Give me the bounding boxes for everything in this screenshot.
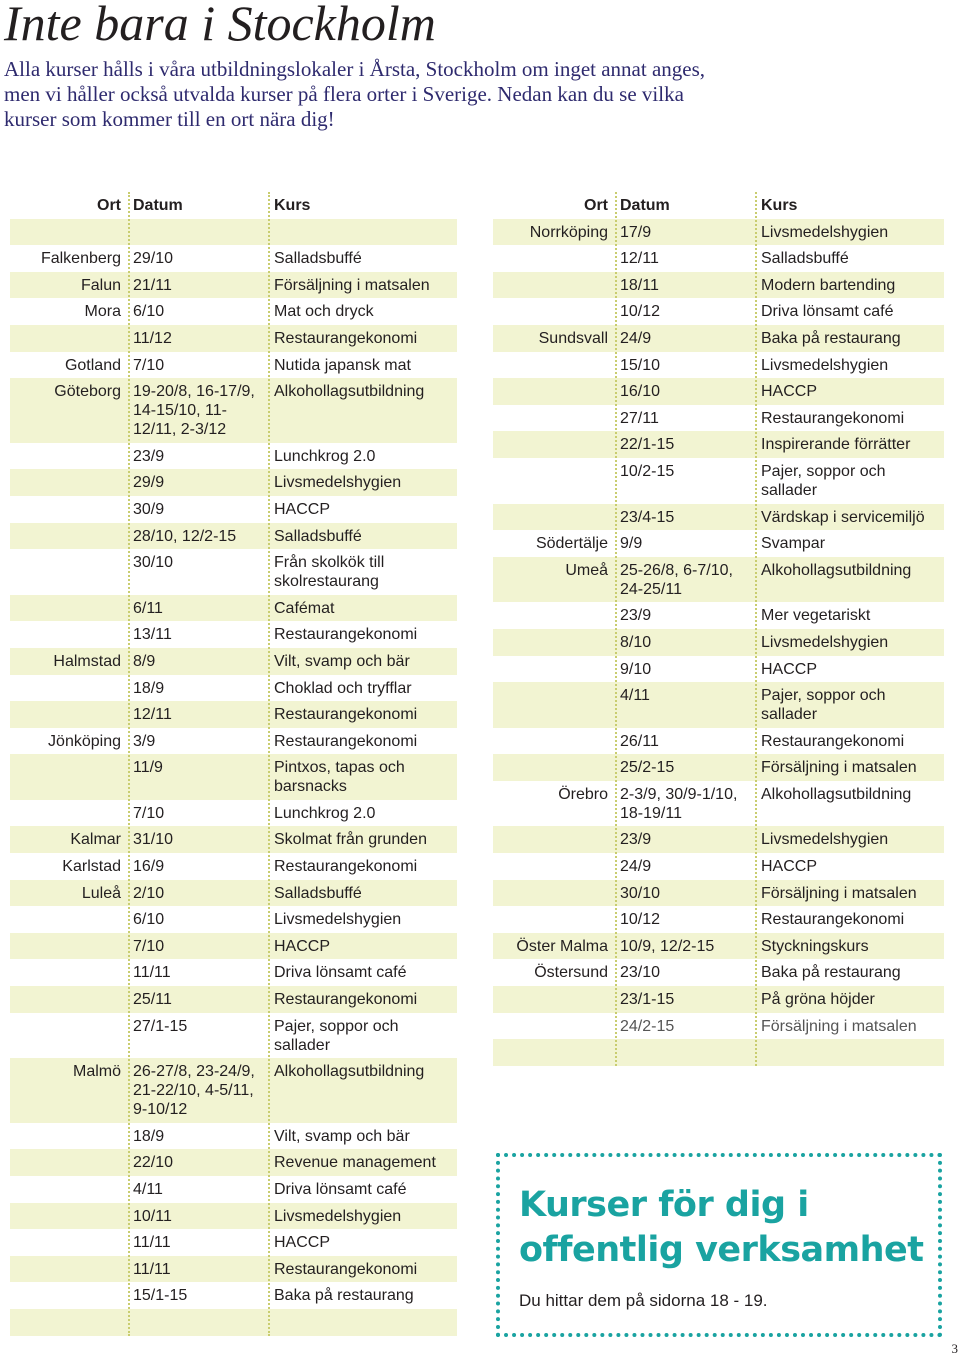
table-row <box>10 1203 457 1230</box>
table-row <box>10 1176 457 1203</box>
cell-kurs: Restaurangekonomi <box>274 626 418 644</box>
header-kurs: Kurs <box>761 197 798 214</box>
cell-kurs: Från skolkök till skolrestaurang <box>274 554 385 591</box>
cell-ort: Göteborg <box>54 383 121 401</box>
header-datum: Datum <box>133 197 183 214</box>
cell-ort: Mora <box>84 303 121 321</box>
cell-kurs: Mat och dryck <box>274 303 374 321</box>
cell-kurs: Salladsbuffé <box>274 250 362 268</box>
cell-kurs: Alkohollagsutbildning <box>274 383 425 401</box>
table-row <box>10 1123 457 1150</box>
cell-kurs: Restaurangekonomi <box>761 911 905 929</box>
table-row <box>10 595 457 622</box>
table-header <box>10 192 457 219</box>
cell-kurs: Livsmedelshygien <box>761 356 889 374</box>
cell-datum: 26/11 <box>620 732 659 750</box>
table-row <box>493 352 944 379</box>
cell-kurs: Restaurangekonomi <box>274 858 418 876</box>
intro-text: Alla kurser hålls i våra utbildningslokaler i Årsta, Stockholm om inget annat anges, men vi håller också utvalda kurser på flera orter i Sverige. Nedan kan du se vilka kurser som kommer till en ort nära dig! <box>4 57 706 131</box>
cell-datum: 12/11 <box>133 706 172 724</box>
table-row <box>493 557 944 603</box>
cell-datum: 11/12 <box>133 329 172 347</box>
cell-datum: 29/9 <box>133 474 165 492</box>
cell-kurs: Alkohollagsutbildning <box>761 561 912 579</box>
cell-datum: 13/11 <box>133 626 172 644</box>
cell-kurs: Salladsbuffé <box>761 250 849 268</box>
cell-datum: 15/1-15 <box>133 1287 188 1305</box>
table-row <box>10 496 457 523</box>
cell-kurs: På gröna höjder <box>761 991 875 1009</box>
table-row <box>493 504 944 531</box>
cell-ort: Falkenberg <box>40 250 121 268</box>
cell-kurs: Livsmedelshygien <box>761 633 889 651</box>
cell-datum: 28/10, 12/2-15 <box>133 527 237 545</box>
cell-datum: 25/11 <box>133 991 172 1009</box>
cell-kurs: Restaurangekonomi <box>274 1260 418 1278</box>
cell-datum: 21/11 <box>133 276 172 294</box>
table-row <box>10 219 457 246</box>
cell-ort: Jönköping <box>48 732 121 750</box>
table-row <box>493 959 944 986</box>
cell-datum: 10/9, 12/2-15 <box>620 937 715 955</box>
promo-text: Du hittar dem på sidorna 18 - 19. <box>519 1291 768 1310</box>
cell-datum: 29/10 <box>133 250 174 268</box>
table-row <box>10 1256 457 1283</box>
cell-kurs: Försäljning i matsalen <box>274 276 430 294</box>
table-row <box>10 1149 457 1176</box>
cell-kurs: HACCP <box>761 858 818 876</box>
cell-datum: 12/11 <box>620 250 659 268</box>
cell-kurs: Revenue management <box>274 1154 436 1172</box>
table-row <box>10 986 457 1013</box>
cell-kurs: Lunchkrog 2.0 <box>274 804 376 822</box>
cell-kurs: Värdskap i servicemiljö <box>761 508 925 526</box>
cell-datum: 2/10 <box>133 884 165 902</box>
page-number: 3 <box>951 1341 958 1356</box>
cell-datum: 18/11 <box>620 276 659 294</box>
cell-datum: 11/11 <box>133 1234 171 1252</box>
cell-kurs: Pintxos, tapas och barsnacks <box>274 759 405 796</box>
cell-kurs: HACCP <box>274 1234 331 1252</box>
table-row <box>493 728 944 755</box>
table-row <box>493 906 944 933</box>
table-row <box>10 853 457 880</box>
cell-ort: Gotland <box>64 356 121 374</box>
cell-kurs: HACCP <box>274 937 331 955</box>
table-row <box>10 880 457 907</box>
cell-ort: Södertälje <box>535 535 608 553</box>
table-header <box>493 192 944 219</box>
promo-heading: Kurser för dig i offentlig verksamhet <box>519 1185 924 1270</box>
cell-datum: 6/10 <box>133 303 165 321</box>
cell-kurs: Försäljning i matsalen <box>761 759 917 777</box>
cell-kurs: Driva lönsamt café <box>274 964 407 982</box>
cell-datum: 16/9 <box>133 858 165 876</box>
cell-ort: Luleå <box>81 884 121 902</box>
table-row <box>493 245 944 272</box>
cell-ort: Falun <box>80 276 121 294</box>
cell-kurs: Alkohollagsutbildning <box>761 785 912 803</box>
table-row <box>10 826 457 853</box>
table-row <box>493 219 944 246</box>
cell-kurs: Försäljning i matsalen <box>761 884 917 902</box>
table-row <box>493 986 944 1013</box>
cell-kurs: Inspirerande förrätter <box>761 436 911 454</box>
cell-datum: 31/10 <box>133 831 174 849</box>
cell-datum: 18/9 <box>133 1127 165 1145</box>
table-row <box>493 826 944 853</box>
cell-datum: 24/9 <box>620 858 652 876</box>
cell-kurs: Pajer, soppor och sallader <box>761 462 886 499</box>
table-row <box>10 469 457 496</box>
cell-datum: 4/11 <box>133 1181 163 1198</box>
cell-datum: 11/11 <box>133 964 171 982</box>
cell-ort: Halmstad <box>53 652 121 670</box>
table-row <box>10 675 457 702</box>
table-body <box>493 219 944 1066</box>
cell-datum: 6/10 <box>133 911 165 929</box>
table-row <box>10 549 457 595</box>
cell-datum: 9/9 <box>620 535 643 553</box>
cell-ort: Örebro <box>558 785 608 803</box>
table-row <box>493 853 944 880</box>
table-body <box>10 219 457 1336</box>
cell-kurs: Restaurangekonomi <box>274 732 418 750</box>
cell-datum: 15/10 <box>620 356 661 374</box>
cell-kurs: Livsmedelshygien <box>274 911 402 929</box>
table-row <box>10 298 457 325</box>
cell-kurs: Försäljning i matsalen <box>761 1017 917 1035</box>
cell-kurs: Pajer, soppor och sallader <box>274 1017 399 1054</box>
table-row <box>493 325 944 352</box>
cell-datum: 23/4-15 <box>620 508 675 526</box>
cell-kurs: Livsmedelshygien <box>761 223 889 241</box>
cell-datum: 19-20/8, 16-17/9, 14-15/10, 11-12/11, 2-3/12 <box>133 383 255 439</box>
table-row <box>10 1282 457 1309</box>
table-row <box>10 1229 457 1256</box>
cell-datum: 16/10 <box>620 383 661 401</box>
table-row <box>10 325 457 352</box>
cell-kurs: Cafémat <box>274 599 335 617</box>
table-row <box>493 781 944 827</box>
cell-ort: Karlstad <box>62 858 121 876</box>
cell-datum: 18/9 <box>133 679 165 697</box>
cell-ort: Norrköping <box>529 223 608 241</box>
cell-kurs: HACCP <box>274 500 331 518</box>
table-row <box>10 754 457 800</box>
table-row <box>10 800 457 827</box>
table-row <box>493 880 944 907</box>
table-row <box>10 648 457 675</box>
cell-kurs: Driva lönsamt café <box>761 303 894 321</box>
promo-box <box>496 1153 942 1337</box>
table-row <box>10 1058 457 1123</box>
cell-datum: 27/11 <box>620 409 659 427</box>
cell-kurs: Restaurangekonomi <box>761 732 905 750</box>
cell-datum: 8/9 <box>133 652 156 670</box>
table-row <box>493 530 944 557</box>
schedule-table-right <box>493 192 944 1066</box>
cell-kurs: Nutida japansk mat <box>274 356 411 374</box>
header-kurs: Kurs <box>274 197 311 214</box>
cell-datum: 11/11 <box>133 1260 171 1278</box>
cell-kurs: Baka på restaurang <box>274 1287 414 1305</box>
cell-kurs: Driva lönsamt café <box>274 1181 407 1198</box>
header-ort: Ort <box>97 197 121 214</box>
cell-kurs: Alkohollagsutbildning <box>274 1063 425 1081</box>
schedule-table-left <box>10 192 457 1336</box>
cell-kurs: Restaurangekonomi <box>761 409 905 427</box>
table-row <box>10 352 457 379</box>
cell-datum: 10/2-15 <box>620 462 675 480</box>
table-row <box>10 272 457 299</box>
cell-datum: 23/10 <box>620 964 661 982</box>
cell-kurs: Salladsbuffé <box>274 527 362 545</box>
header-ort: Ort <box>584 197 608 214</box>
cell-kurs: Livsmedelshygien <box>274 474 402 492</box>
table-row <box>10 621 457 648</box>
cell-datum: 30/10 <box>133 554 174 572</box>
page-title: Inte bara i Stockholm <box>4 0 436 51</box>
cell-kurs: Baka på restaurang <box>761 964 901 982</box>
cell-datum: 7/10 <box>133 356 165 374</box>
table-row <box>493 682 944 728</box>
cell-kurs: Styckningskurs <box>761 937 869 955</box>
cell-kurs: Lunchkrog 2.0 <box>274 447 376 465</box>
table-row <box>10 1013 457 1059</box>
table-row <box>10 245 457 272</box>
table-row <box>10 1309 457 1336</box>
table-row <box>493 405 944 432</box>
cell-kurs: Pajer, soppor och sallader <box>761 687 886 724</box>
cell-ort: Östersund <box>534 964 608 982</box>
table-row <box>10 959 457 986</box>
cell-datum: 23/1-15 <box>620 991 675 1009</box>
cell-kurs: Skolmat från grunden <box>274 831 427 849</box>
cell-ort: Kalmar <box>70 831 121 849</box>
table-row <box>10 728 457 755</box>
cell-datum: 24/2-15 <box>620 1017 675 1035</box>
table-row <box>493 458 944 504</box>
table-row <box>493 431 944 458</box>
table-row <box>493 933 944 960</box>
table-row <box>493 1039 944 1066</box>
cell-datum: 24/9 <box>620 329 652 347</box>
cell-datum: 7/10 <box>133 804 165 822</box>
cell-datum: 23/9 <box>620 607 652 625</box>
cell-kurs: Restaurangekonomi <box>274 329 418 347</box>
cell-kurs: Restaurangekonomi <box>274 706 418 724</box>
cell-datum: 4/11 <box>620 687 650 705</box>
column-divider <box>615 192 617 1066</box>
cell-datum: 17/9 <box>620 223 652 241</box>
table-row <box>493 1013 944 1040</box>
table-row <box>10 906 457 933</box>
cell-datum: 23/9 <box>133 447 165 465</box>
cell-datum: 3/9 <box>133 732 156 750</box>
header-datum: Datum <box>620 197 670 214</box>
table-row <box>10 378 457 443</box>
cell-datum: 22/1-15 <box>620 436 675 454</box>
cell-ort: Malmö <box>72 1063 121 1081</box>
cell-datum: 30/9 <box>133 500 165 518</box>
cell-kurs: Choklad och tryfflar <box>274 679 412 697</box>
cell-datum: 23/9 <box>620 831 652 849</box>
cell-ort: Umeå <box>565 561 608 579</box>
cell-kurs: Salladsbuffé <box>274 884 362 902</box>
table-row <box>10 443 457 470</box>
cell-ort: Sundsvall <box>538 329 608 347</box>
cell-kurs: Livsmedelshygien <box>274 1207 402 1225</box>
cell-datum: 7/10 <box>133 937 165 955</box>
table-row <box>10 523 457 550</box>
cell-datum: 26-27/8, 23-24/9, 21-22/10, 4-5/11, 9-10/12 <box>133 1063 255 1119</box>
table-row <box>10 701 457 728</box>
cell-datum: 11/9 <box>133 759 163 777</box>
table-row <box>493 298 944 325</box>
table-row <box>493 602 944 629</box>
cell-ort: Öster Malma <box>516 937 608 955</box>
cell-datum: 2-3/9, 30/9-1/10, 18-19/11 <box>620 785 738 822</box>
cell-kurs: Restaurangekonomi <box>274 991 418 1009</box>
cell-datum: 27/1-15 <box>133 1017 188 1035</box>
schedule-grid <box>10 192 457 1336</box>
table-row <box>493 378 944 405</box>
cell-kurs: HACCP <box>761 383 818 401</box>
cell-datum: 9/10 <box>620 660 652 678</box>
cell-kurs: Livsmedelshygien <box>761 831 889 849</box>
cell-datum: 10/12 <box>620 911 661 929</box>
column-divider <box>268 192 270 1336</box>
cell-kurs: Mer vegetariskt <box>761 607 871 625</box>
cell-kurs: Modern bartending <box>761 276 896 294</box>
cell-kurs: Vilt, svamp och bär <box>274 1127 410 1145</box>
table-row <box>493 656 944 683</box>
table-row <box>493 754 944 781</box>
column-divider <box>128 192 130 1336</box>
cell-datum: 8/10 <box>620 633 652 651</box>
table-row <box>493 629 944 656</box>
schedule-grid <box>493 192 944 1066</box>
table-row <box>493 272 944 299</box>
cell-datum: 10/11 <box>133 1207 172 1225</box>
cell-kurs: HACCP <box>761 660 818 678</box>
cell-datum: 22/10 <box>133 1154 174 1172</box>
cell-datum: 25/2-15 <box>620 759 675 777</box>
cell-kurs: Vilt, svamp och bär <box>274 652 410 670</box>
cell-datum: 10/12 <box>620 303 661 321</box>
cell-datum: 30/10 <box>620 884 661 902</box>
table-row <box>10 933 457 960</box>
cell-kurs: Svampar <box>761 535 826 553</box>
cell-datum: 6/11 <box>133 599 163 617</box>
column-divider <box>755 192 757 1066</box>
cell-datum: 25-26/8, 6-7/10, 24-25/11 <box>620 561 733 598</box>
cell-kurs: Baka på restaurang <box>761 329 901 347</box>
